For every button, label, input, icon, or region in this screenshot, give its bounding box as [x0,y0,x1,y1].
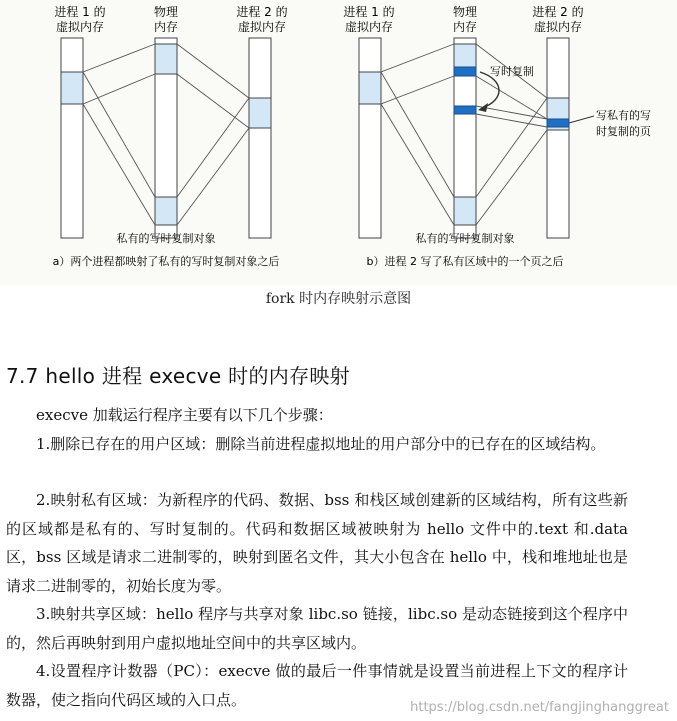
left-process2-region [249,98,271,128]
right-physical-written-page [454,67,476,76]
left-physical-label-line2: 内存 [153,20,179,34]
right-physical-region-object [454,197,476,225]
right-process1-column [359,38,381,238]
left-physical-label-line1: 物理 [153,5,179,19]
left-process1-region [61,72,83,104]
left-process2-label-line2: 虚拟内存 [237,20,287,34]
right-process2-column [547,38,569,238]
left-process1-label-line2: 虚拟内存 [55,20,105,34]
figure-background [0,0,677,285]
paragraph-intro [6,401,628,430]
right-process2-label-line2: 虚拟内存 [533,20,583,34]
right-panel-caption: b）进程 2 写了私有区域中的一个页之后 [366,255,564,268]
step4-text: 4.设置程序计数器（PC）：execve 做的最后一件事情就是设置当前进程上下文的程序计数器，使之指向代码区域的入口点。 [6,662,628,709]
left-physical-region-top [155,44,177,74]
right-physical-label-line1: 物理 [452,5,478,19]
paragraph-step1 [6,430,628,459]
right-process1-region [359,72,381,104]
left-object-label: 私有的写时复制对象 [116,232,216,245]
watermark: https://blog.csdn.net/fangjinghanggreat [410,700,669,715]
right-process2-written-page [547,119,569,127]
right-process1-label-line2: 虚拟内存 [344,20,394,34]
write-private-label-line1: 写私有的写 [596,109,651,122]
left-process1-label-line1: 进程 1 的 [54,5,106,19]
step1-text: 1.删除已存在的用户区域：删除当前进程虚拟地址的用户部分中的已存在的区域结构。 [36,435,606,453]
step2-text: 2.映射私有区域：为新程序的代码、数据、bss 和栈区域创建新的区域结构，所有这些新的区域都是私有的、写时复制的。代码和数据区域被映射为 hello 文件中的.text 和.data 区，bss 区域是请求二进制零的，映射到匿名文件，其大小包含在 hello 中，栈和堆地址也是请求二进制零的，初始长度为零。 [6,491,628,595]
right-physical-copied-page [454,106,476,114]
left-physical-region-object [155,197,177,225]
right-object-label: 私有的写时复制对象 [415,232,515,245]
write-private-label-line2: 时复制的页 [596,125,651,138]
step3-text: 3.映射共享区域：hello 程序与共享对象 libc.so 链接，libc.so 是动态链接到这个程序中的，然后再映射到用户虚拟地址空间中的共享区域内。 [6,605,628,652]
right-process1-label-line1: 进程 1 的 [343,5,395,19]
left-process2-column [249,38,271,238]
fork-diagram [0,0,677,290]
left-process1-column [61,38,83,238]
section-heading: 7.7 hello 进程 execve 时的内存映射 [6,364,350,388]
figure-caption: fork 时内存映射示意图 [265,291,412,307]
right-process2-label-line1: 进程 2 的 [532,5,584,19]
paragraph-step3 [6,600,628,657]
copy-on-write-label: 写时复制 [490,65,534,78]
fork-memory-figure [0,0,677,290]
paragraph-step2 [6,486,628,600]
left-panel-caption: a）两个进程都映射了私有的写时复制对象之后 [52,255,280,268]
left-process2-label-line1: 进程 2 的 [236,5,288,19]
right-physical-label-line2: 内存 [452,20,478,34]
intro-text: execve 加载运行程序主要有以下几个步骤： [36,406,333,424]
